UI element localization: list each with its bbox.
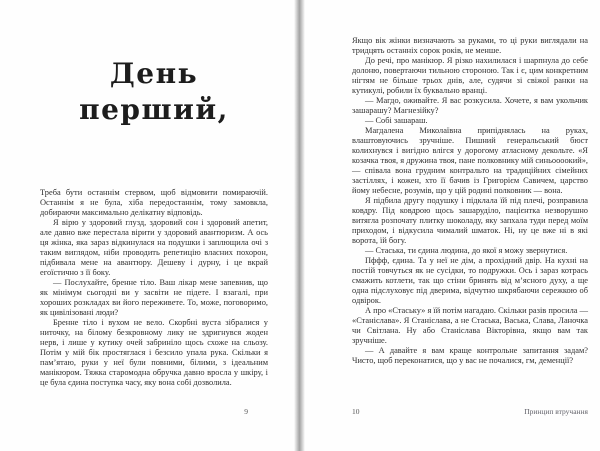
paragraph: Я підбила другу подушку і підклала їй під плечі, розправила ковдру. Під ковдрою щось зашаруділо, пацієнтка незворушно витягла розпочату плитку шоколаду, яку запхала туди перед моїм приходом, і відкусила чималий шматок. Ні, ну це вже ні в які ворота, їй богу. <box>352 196 588 245</box>
paragraph: Бренне тіло і вухом не вело. Скорбні вуста зібралися у ниточку, на білому безкровному лику не здригнувся жоден нерв, і лише у кутику очей забриніло щось схоже на сльозу. Потім у мій бік простяглася і безсило упала рука. Скільки я пам’ятаю, руки у неї були повними, білими, з ідеальним манікюром. Тяжка старомодна обручка давно вросла у шкіру, і це була єдина поступка часу, яку вона собі дозволила. <box>40 318 268 387</box>
paragraph: До речі, про манікюр. Я різко нахилилася і шарпнула до себе долоню, повертаючи тильною стороною. Так і є, цим конкретним нігтям не більше трьох днів, але, судячи зі свіжої ранки на кутикулі, робили їх буквально вранці. <box>352 56 588 95</box>
chapter-title-line-1: День <box>109 57 199 90</box>
page-number-right: 10 <box>352 407 360 416</box>
page-spine-divider <box>294 0 305 451</box>
page-left-body-text <box>40 188 268 388</box>
paragraph: Треба бути останнім стервом, щоб відмовити помираючій. Останнім я не була, хіба передостаннім, тому замовкла, добираючи максимально делікатну відповідь. <box>40 188 268 217</box>
page-number-left: 9 <box>244 407 248 416</box>
paragraph: Магдалена Миколаївна припіднялась на руках, влаштовуючись зручніше. Пишний генеральський бюст колихнувся і вигідно влігся у дорогому атласному декольте. «Я козачка твоя, я дружина твоя, пане полковнику мій синьоооокий», — співала вона грудним контральто на традиційних сімейних застіллях, і кожен, хто її бачив із Григорієм Савичем, царство йому небесне, розумів, що у цій родині полковник — вона. <box>352 126 588 195</box>
page-left-footer <box>40 407 268 416</box>
paragraph: — Стаська, ти єдина людина, до якої я можу звернутися. <box>365 246 568 255</box>
chapter-title-line-2: перший, <box>79 93 229 126</box>
chapter-title <box>40 56 268 128</box>
paragraph: Я вірю у здоровий глузд, здоровий сон і здоровий апетит, але давно вже перестала вірити у здоровий авантюризм. А ось ця жінка, яка зараз відкинулася на подушки і заплющила очі з таким виглядом, ніби проводить репетицію власних похорон, підбивала мене на авантюру. Дешеву і дурну, і це вкрай егоїстично з її боку. <box>40 218 268 277</box>
paragraph: А про «Стаську» я їй потім нагадаю. Скільки разів просила — «Станіслава». Я Станіслава, а не Стаська, Васька, Слава, Ланочка чи Світлана. Ну або Станіслава Вікторівна, якщо вам так зручніше. <box>352 306 588 345</box>
running-title: Принцип втручання <box>524 407 588 416</box>
paragraph: — Собі зашараш. <box>365 116 428 125</box>
page-right-body-text <box>352 36 588 366</box>
paragraph: — Послухайте, бренне тіло. Ваш лікар мене запевнив, що як мінімум сьогодні ви у засвіти не підете. І взагалі, при хороших розкладах ви його переживете. То, може, поговоримо, як цивілізовані люди? <box>40 278 268 317</box>
paragraph: — А давайте я вам краще контрольне запитання задам? Чисто, щоб переконатися, що у вас не почалися, гм, деменції? <box>352 346 588 365</box>
paragraph: Пффф, єдина. Та у неї не дім, а прохідний двір. На кухні на постій товчуться як не сусідки, то подружки. Ось і зараз котрась смажить котлети, так що стіни бринять від м’ясного духу, а ще одна підслуховує під дверима, відчутно шкрябаючи сережкою об одвірок. <box>352 256 588 305</box>
page-right-footer <box>352 407 588 416</box>
paragraph: Якщо вік жінки визначають за руками, то ці руки виглядали на тридцять останніх сорок років, не менше. <box>352 36 588 55</box>
paragraph: — Магдо, оживайте. Я вас розкусила. Хочете, я вам укольчик зашарашу? Магнезійку? <box>352 96 588 115</box>
